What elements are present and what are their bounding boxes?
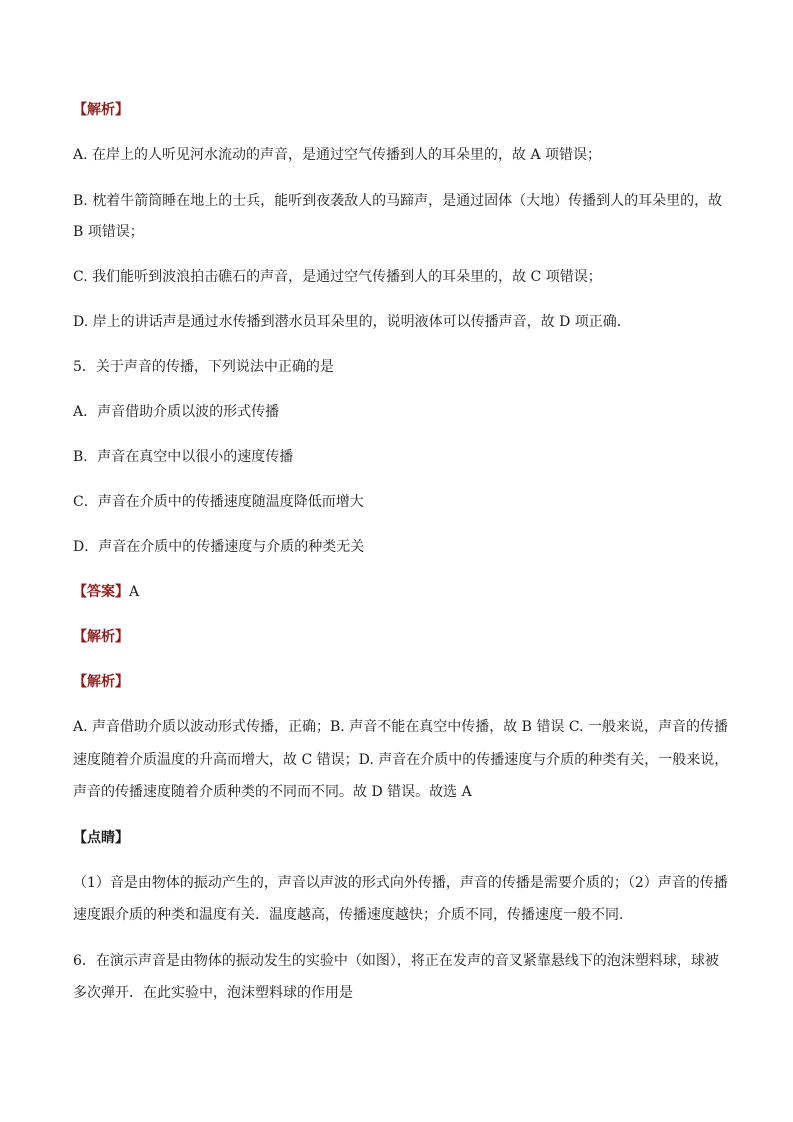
answer-label: 【答案】	[73, 584, 129, 600]
analysis-line: B 项错误；	[73, 224, 144, 240]
comment-heading: 【点睛】	[73, 830, 129, 846]
analysis-line: A. 在岸上的人听见河水流动的声音，是通过空气传播到人的耳朵里的，故 A 项错误；	[73, 147, 602, 163]
analysis-line: B. 枕着牛箭筒睡在地上的士兵，能听到夜袭敌人的马蹄声，是通过固体（大地）传播到人的耳朵里的，故	[73, 193, 723, 209]
comment-line: 速度跟介质的种类和温度有关．温度越高，传播速度越快；介质不同，传播速度一般不同．	[73, 907, 633, 923]
analysis-heading: 【解析】	[73, 102, 129, 118]
analysis-heading: 【解析】	[73, 629, 129, 645]
question-5-option-b: B．声音在真空中以很小的速度传播	[73, 449, 294, 465]
analysis-heading: 【解析】	[73, 674, 129, 690]
question-5-stem: 5．关于声音的传播，下列说法中正确的是	[73, 359, 334, 375]
question-5-option-d: D．声音在介质中的传播速度与介质的种类无关	[73, 539, 365, 555]
analysis-line: C. 我们能听到波浪拍击礁石的声音，是通过空气传播到人的耳朵里的，故 C 项错误；	[73, 269, 602, 285]
analysis-line: 速度随着介质温度的升高而增大，故 C 错误；D. 声音在介质中的传播速度与介质的种类有关，一般来说，	[73, 752, 729, 768]
answer-row	[73, 582, 723, 602]
analysis-line: 声音的传播速度随着介质种类的不同而不同。故 D 错误。故选 A	[73, 784, 472, 800]
question-6-line: 6．在演示声音是由物体的振动发生的实验中（如图），将正在发声的音叉紧靠悬线下的泡沫塑料球，球被	[73, 953, 719, 969]
question-5-option-a: A．声音借助介质以波的形式传播	[73, 404, 280, 420]
comment-line: （1）音是由物体的振动产生的，声音以声波的形式向外传播，声音的传播是需要介质的；（2）声音的传播	[73, 875, 728, 891]
question-5-option-c: C．声音在介质中的传播速度随温度降低而增大	[73, 494, 364, 510]
analysis-line: A. 声音借助介质以波动形式传播，正确；B. 声音不能在真空中传播，故 B 错误 C. 一般来说，声音的传播	[73, 719, 728, 735]
analysis-line: D. 岸上的讲话声是通过水传播到潜水员耳朵里的，说明液体可以传播声音，故 D 项正确．	[73, 314, 631, 330]
answer-value: A	[129, 584, 140, 600]
question-6-line: 多次弹开．在此实验中，泡沫塑料球的作用是	[73, 985, 353, 1001]
